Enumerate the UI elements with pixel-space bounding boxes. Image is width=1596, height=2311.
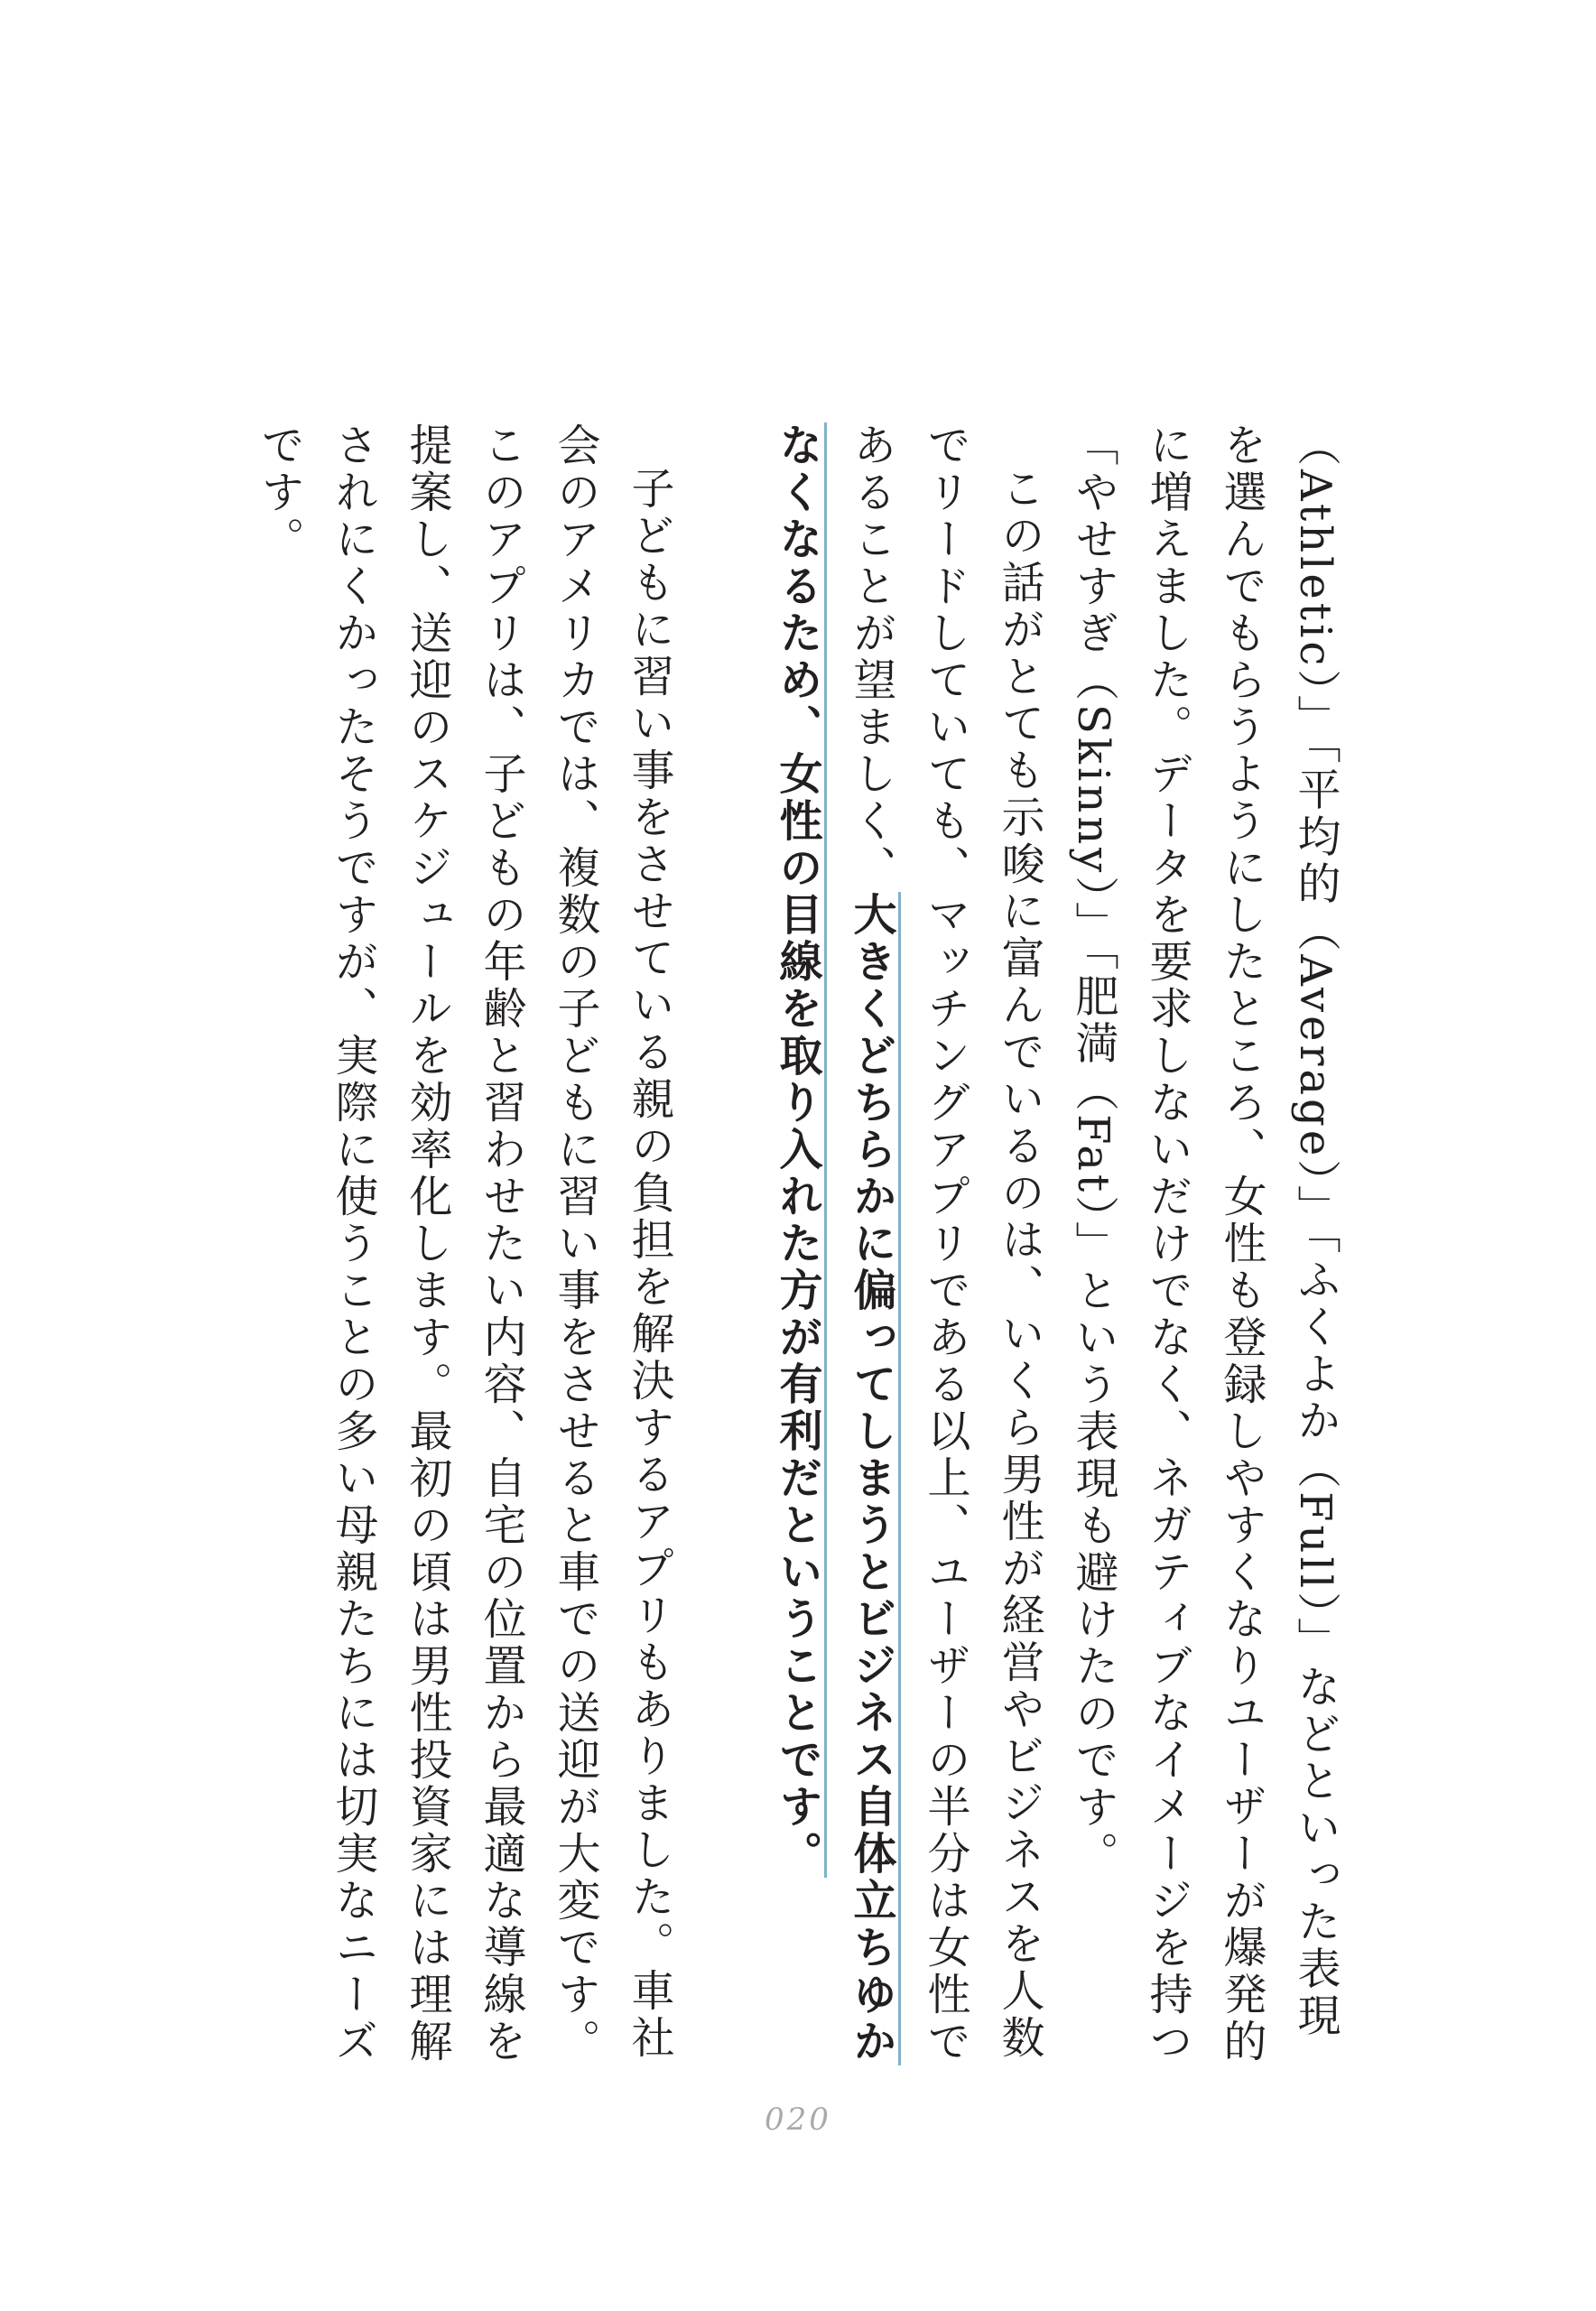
body-text <box>161 422 1352 2074</box>
paragraph-3-text: 子どもに習い事をさせている親の負担を解決するアプリもありました。車社会のアメリカでは、複数の子どもに習い事をさせると車での送迎が大変です。このアプリは、子どもの年齢と習わせたい内容、自宅の位置から最適な導線を提案し、送迎のスケジュールを効率化します。最初の頃は男性投資家には理解されにくかったそうですが、実際に使うことの多い母親たちには切実なニーズです。 <box>254 422 674 2065</box>
paragraph-1 <box>1056 422 1352 2074</box>
page-number: 020 <box>765 2102 831 2138</box>
paragraph-3 <box>242 422 686 2074</box>
paragraph-2 <box>760 422 1056 2074</box>
paragraph-1-text: （Athletic）」「平均的（Average）」「ふくよか（Full）」などといった表現を選んでもらうようにしたところ、女性も登録しやすくなりユーザーが爆発的に増えました。データを要求しないだけでなく、ネガティブなイメージを持つ「やせすぎ（Skinny）」「肥満（Fat）」という表現も避けたのです。 <box>1068 422 1341 2065</box>
paragraph-2-lead: この話がとても示唆に富んでいるのは、いくら男性が経営やビジネスを人数でリードしていても、マッチングアプリである以上、ユーザーの半分は女性であることが望ましく、 <box>846 422 1044 2065</box>
emphasized-text: 大きくどちらかに偏ってしまうとビジネス自体立ちゆかなくなるため、女性の目線を取り入れた方が有利だということです。 <box>772 422 901 2065</box>
